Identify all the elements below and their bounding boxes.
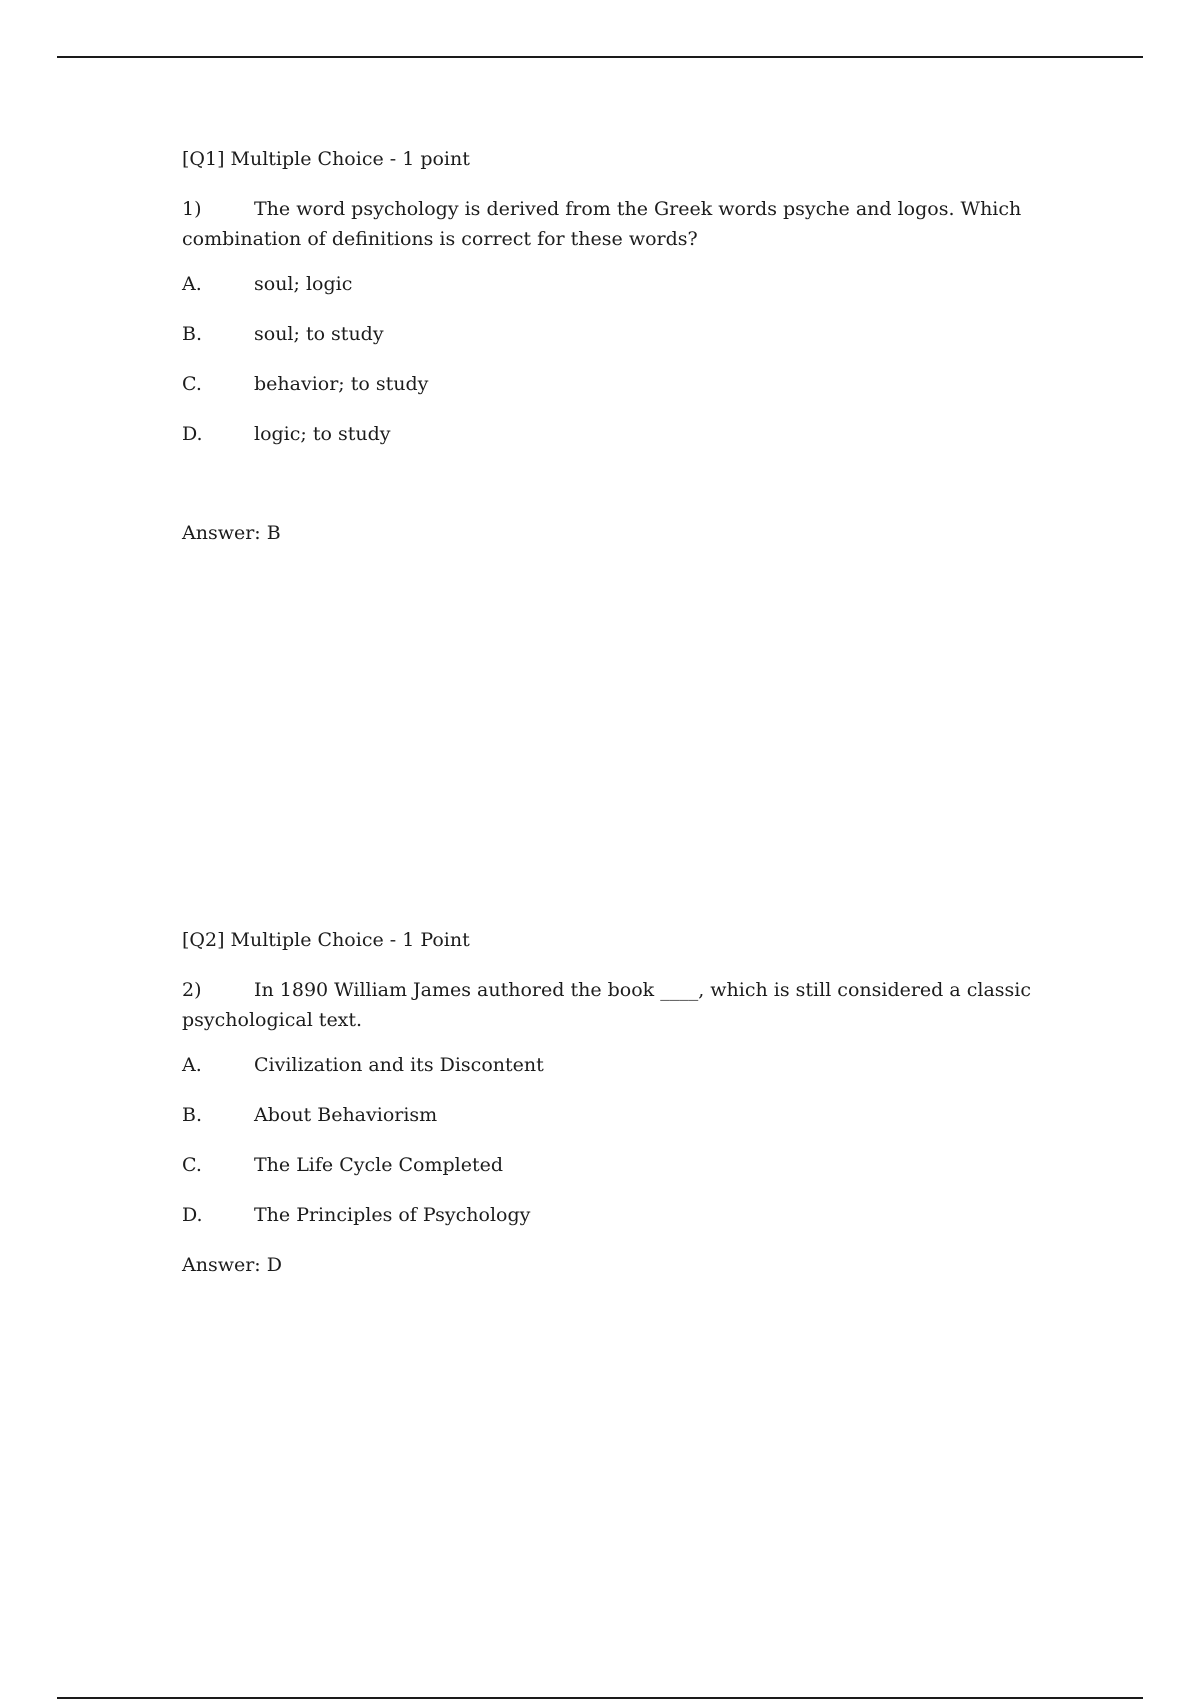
option-c	[182, 372, 1042, 422]
option-letter: D.	[182, 423, 203, 445]
option-letter: A.	[182, 1054, 202, 1076]
bottom-divider	[57, 1697, 1143, 1699]
option-b	[182, 322, 1042, 372]
option-letter: A.	[182, 273, 202, 295]
answer-options	[182, 1053, 1042, 1253]
answer-key: Answer: B	[182, 522, 281, 544]
option-text: behavior; to study	[254, 373, 429, 395]
option-a	[182, 272, 1042, 322]
option-text: soul; to study	[254, 323, 384, 345]
option-letter: C.	[182, 1154, 202, 1176]
option-letter: D.	[182, 1204, 203, 1226]
option-d	[182, 1203, 1042, 1253]
option-d	[182, 422, 1042, 472]
option-text: About Behaviorism	[254, 1104, 438, 1126]
question-text: The word psychology is derived from the Greek words psyche and logos. Which combination of definitions is correct for these words?	[182, 198, 1022, 250]
option-letter: C.	[182, 373, 202, 395]
question-number: 1)	[182, 198, 202, 220]
option-text: soul; logic	[254, 273, 353, 295]
option-letter: B.	[182, 323, 203, 345]
question-number: 2)	[182, 979, 202, 1001]
question-stem	[182, 194, 1042, 254]
question-stem	[182, 975, 1042, 1035]
option-b	[182, 1103, 1042, 1153]
answer-key: Answer: D	[182, 1254, 282, 1276]
option-text: The Life Cycle Completed	[254, 1154, 503, 1176]
question-header: [Q2] Multiple Choice - 1 Point	[182, 929, 470, 951]
option-c	[182, 1153, 1042, 1203]
question-1	[182, 147, 1042, 545]
option-a	[182, 1053, 1042, 1103]
option-text: logic; to study	[254, 423, 391, 445]
answer-options	[182, 272, 1042, 472]
question-2	[182, 928, 1042, 1277]
question-text: In 1890 William James authored the book ____, which is still considered a classic psychological text.	[182, 979, 1032, 1031]
option-letter: B.	[182, 1104, 203, 1126]
option-text: The Principles of Psychology	[254, 1204, 531, 1226]
option-text: Civilization and its Discontent	[254, 1054, 544, 1076]
top-divider	[57, 56, 1143, 58]
question-header: [Q1] Multiple Choice - 1 point	[182, 148, 470, 170]
